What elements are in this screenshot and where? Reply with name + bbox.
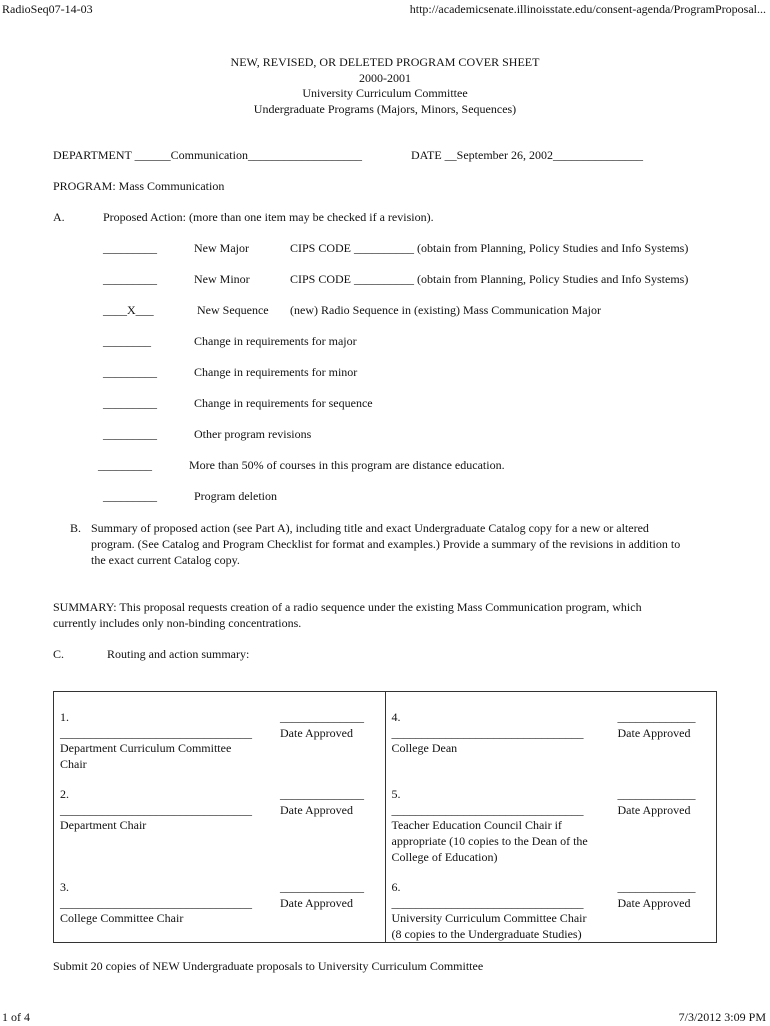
document-title	[0, 55, 770, 117]
signature-line[interactable]: ________________________________	[60, 726, 252, 740]
signature-line[interactable]: ________________________________	[391, 726, 584, 740]
signature-line[interactable]: ________________________________	[60, 803, 252, 817]
program-line: PROGRAM: Mass Communication	[53, 179, 225, 193]
action-blank[interactable]: _________	[103, 396, 157, 410]
approver-title: University Curriculum Committee Chair	[391, 911, 587, 925]
date-blank[interactable]: _____________	[617, 787, 696, 801]
department-line: DEPARTMENT ______Communication___________________	[53, 148, 362, 162]
action-extra: CIPS CODE __________ (obtain from Planning, Policy Studies and Info Systems)	[290, 241, 689, 255]
date-blank[interactable]: ______________	[280, 787, 364, 801]
routing-number: 2.	[60, 787, 69, 801]
title-line-2: 2000-2001	[359, 70, 411, 85]
print-header-title: RadioSeq07-14-03	[2, 2, 93, 16]
date-approved-label: Date Approved	[617, 896, 691, 910]
approver-title: Department Curriculum Committee	[60, 741, 232, 755]
action-blank[interactable]: _________	[103, 427, 157, 441]
signature-line[interactable]: ________________________________	[391, 896, 584, 910]
action-label: Change in requirements for sequence	[194, 396, 373, 410]
approver-title: College Committee Chair	[60, 911, 184, 925]
action-label: New Major	[194, 241, 249, 255]
action-extra: (new) Radio Sequence in (existing) Mass Communication Major	[290, 303, 601, 317]
section-b-letter: B.	[70, 521, 82, 535]
action-blank[interactable]: _________	[98, 458, 152, 472]
summary-line-2: currently includes only non-binding concentrations.	[53, 616, 302, 630]
section-a-letter: A.	[53, 210, 65, 224]
signature-line[interactable]: ________________________________	[60, 896, 252, 910]
action-blank[interactable]: _________	[103, 489, 157, 503]
routing-left-column	[54, 692, 386, 943]
routing-number: 4.	[391, 710, 401, 724]
date-blank[interactable]: ______________	[280, 880, 364, 894]
date-approved-label: Date Approved	[280, 803, 353, 817]
date-approved-label: Date Approved	[280, 896, 353, 910]
action-label: New Minor	[194, 272, 250, 286]
date-blank[interactable]: _____________	[617, 710, 696, 724]
title-line-3: University Curriculum Committee	[302, 86, 468, 100]
section-c-letter: C.	[53, 647, 65, 661]
page-count: 1 of 4	[2, 1010, 30, 1024]
action-blank[interactable]: _________	[103, 272, 157, 286]
date-approved-label: Date Approved	[280, 726, 353, 740]
routing-entry-4	[386, 692, 717, 769]
date-line: DATE __September 26, 2002_______________	[411, 148, 643, 162]
action-label: Other program revisions	[194, 427, 312, 441]
action-label: More than 50% of courses in this program are distance education.	[189, 458, 505, 472]
approver-title: Teacher Education Council Chair if	[391, 818, 562, 832]
print-timestamp: 7/3/2012 3:09 PM	[678, 1010, 766, 1024]
approver-title-cont: (8 copies to the Undergraduate Studies)	[391, 927, 582, 941]
summary-line-1: SUMMARY: This proposal requests creation of a radio sequence under the existing Mass Communication program, which	[53, 600, 642, 614]
approver-title-cont: appropriate (10 copies to the Dean of the	[391, 834, 588, 848]
section-c-text: Routing and action summary:	[107, 647, 250, 661]
routing-entry-5	[386, 769, 717, 862]
section-a-text: Proposed Action: (more than one item may be checked if a revision).	[103, 210, 434, 224]
action-label: Change in requirements for minor	[194, 365, 358, 379]
action-blank[interactable]: ____X___	[103, 303, 154, 317]
section-b-line-1: Summary of proposed action (see Part A), including title and exact Undergraduate Catalog copy for a new or altered	[91, 521, 649, 535]
date-blank[interactable]: ______________	[280, 710, 364, 724]
section-b-line-3: the exact current Catalog copy.	[91, 553, 240, 567]
approver-title-cont: College of Education)	[391, 850, 498, 864]
action-blank[interactable]: _________	[103, 365, 157, 379]
date-approved-label: Date Approved	[617, 803, 691, 817]
title-line-4: Undergraduate Programs (Majors, Minors, Sequences)	[253, 101, 517, 116]
routing-number: 5.	[391, 787, 401, 801]
routing-number: 1.	[60, 710, 69, 724]
approver-title-cont: Chair	[60, 757, 87, 771]
action-label: Program deletion	[194, 489, 277, 503]
date-approved-label: Date Approved	[617, 726, 691, 740]
routing-number: 6.	[391, 880, 401, 894]
approver-title: College Dean	[391, 741, 458, 755]
action-blank[interactable]: _________	[103, 241, 157, 255]
routing-entry-6	[386, 862, 717, 942]
routing-number: 3.	[60, 880, 69, 894]
routing-entry-2	[54, 769, 385, 862]
routing-entry-1	[54, 692, 385, 769]
signature-line[interactable]: ________________________________	[391, 803, 584, 817]
action-label: Change in requirements for major	[194, 334, 357, 348]
section-b-line-2: program. (See Catalog and Program Checklist for format and examples.) Provide a summary of the revisions in addition to	[91, 537, 681, 551]
title-line-1: NEW, REVISED, OR DELETED PROGRAM COVER SHEET	[230, 55, 540, 69]
action-blank[interactable]: ________	[103, 334, 151, 348]
approver-title: Department Chair	[60, 818, 147, 832]
date-blank[interactable]: _____________	[617, 880, 696, 894]
routing-right-column	[385, 692, 717, 943]
routing-entry-3	[54, 862, 385, 942]
routing-table	[53, 691, 717, 943]
submit-note: Submit 20 copies of NEW Undergraduate proposals to University Curriculum Committee	[53, 959, 484, 973]
action-extra: CIPS CODE __________ (obtain from Planning, Policy Studies and Info Systems)	[290, 272, 689, 286]
action-label: New Sequence	[197, 303, 269, 317]
print-header-url: http://academicsenate.illinoisstate.edu/consent-agenda/ProgramProposal...	[409, 2, 766, 16]
